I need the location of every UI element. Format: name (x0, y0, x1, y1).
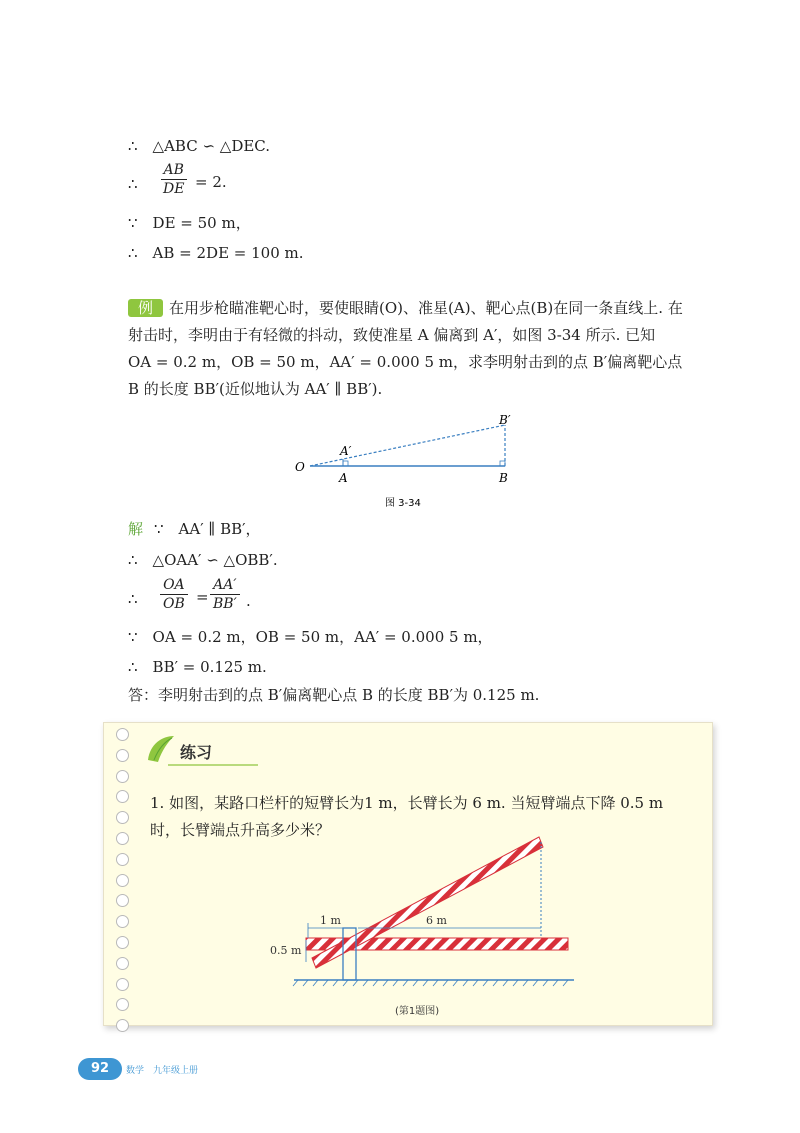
exercise-title: 练习 (180, 743, 213, 762)
proof-line-1: ∴ △ABC ∽ △DEC. (128, 137, 271, 155)
label-b: B (499, 471, 508, 485)
ring-icon (116, 811, 129, 824)
period: . (246, 592, 251, 610)
figure-caption: 图 3-34 (385, 498, 421, 509)
ground-hatch (293, 980, 568, 986)
ring-icon (116, 894, 129, 907)
ring-icon (116, 749, 129, 762)
proof-line-4: ∴ AB = 2DE = 100 m. (128, 244, 304, 262)
fraction-denominator: DE (163, 181, 185, 197)
proof-sym-2: ∴ (128, 175, 138, 193)
exercise-header (140, 730, 260, 770)
example-paragraph (128, 295, 683, 403)
solution-label: 解 (128, 520, 144, 538)
ring-icon (116, 1019, 129, 1032)
binder-rings (116, 728, 132, 1040)
figure-3-34 (285, 412, 525, 512)
page-number: 92 (78, 1058, 122, 1080)
proof-line-2-rest: = 2. (195, 173, 227, 191)
leaf-icon (148, 736, 174, 762)
fraction-denominator: OB (163, 596, 185, 612)
ring-icon (116, 728, 129, 741)
barrier-figure (268, 830, 588, 1000)
label-a: A (339, 471, 348, 485)
example-badge: 例 (128, 299, 163, 317)
book-title: 数学 九年级上册 (126, 1066, 199, 1076)
ring-icon (116, 998, 129, 1011)
label-b-prime: B′ (499, 413, 511, 427)
solution-line-1-text: ∵ AA′ ∥ BB′， (154, 520, 261, 538)
exercise-question-1: 1. 如图，某路口栏杆的短臂长为1 m，长臂长为 6 m. 当短臂端点下降 0.5 m时，长臂端点升高多少米？ (150, 794, 664, 839)
answer-line: 答：李明射击到的点 B′偏离靶心点 B 的长度 BB′为 0.125 m. (128, 686, 540, 704)
exercise-figure-caption: (第1题图) (395, 1006, 440, 1017)
ring-icon (116, 832, 129, 845)
ring-icon (116, 957, 129, 970)
proof-line-3: ∵ DE = 50 m， (128, 214, 251, 232)
solution-sym-3: ∴ (128, 590, 138, 608)
ring-icon (116, 790, 129, 803)
label-1m: 1 m (320, 914, 341, 927)
solution-line-1 (128, 518, 261, 539)
label-a-prime: A′ (340, 444, 352, 458)
fraction-numerator: AB (161, 162, 187, 180)
ring-icon (116, 978, 129, 991)
label-6m: 6 m (426, 914, 447, 927)
ring-icon (116, 874, 129, 887)
fraction-numerator: OA (160, 577, 188, 595)
label-o: O (295, 460, 305, 474)
ring-icon (116, 853, 129, 866)
solution-line-2: ∴ △OAA′ ∽ △OBB′. (128, 551, 278, 569)
fraction-denominator: BB′ (213, 596, 237, 612)
ring-icon (116, 770, 129, 783)
fraction-aa-bb (210, 577, 240, 612)
label-0-5m: 0.5 m (270, 944, 302, 957)
ring-icon (116, 936, 129, 949)
example-text: 在用步枪瞄准靶心时，要使眼睛(O)、准星(A)、靶心点(B)在同一条直线上. 在射击时，李明由于有轻微的抖动，致使准星 A 偏离到 A′，如图 3-34 所示. 已知 OA = 0.2 m，OB = 50 m，AA′ = 0.000 5 m，求李明射击到的点 B′偏离靶心点 B 的长度 BB′(近似地认为 AA′ ∥ BB′). (128, 299, 683, 398)
solution-line-4: ∵ OA = 0.2 m，OB = 50 m，AA′ = 0.000 5 m， (128, 628, 493, 646)
fraction-numerator: AA′ (210, 577, 239, 595)
fraction-oa-ob (160, 577, 188, 612)
equals-sign: = (196, 588, 209, 606)
fraction-ab-de (160, 162, 187, 197)
solution-line-5: ∴ BB′ = 0.125 m. (128, 658, 267, 676)
ring-icon (116, 915, 129, 928)
